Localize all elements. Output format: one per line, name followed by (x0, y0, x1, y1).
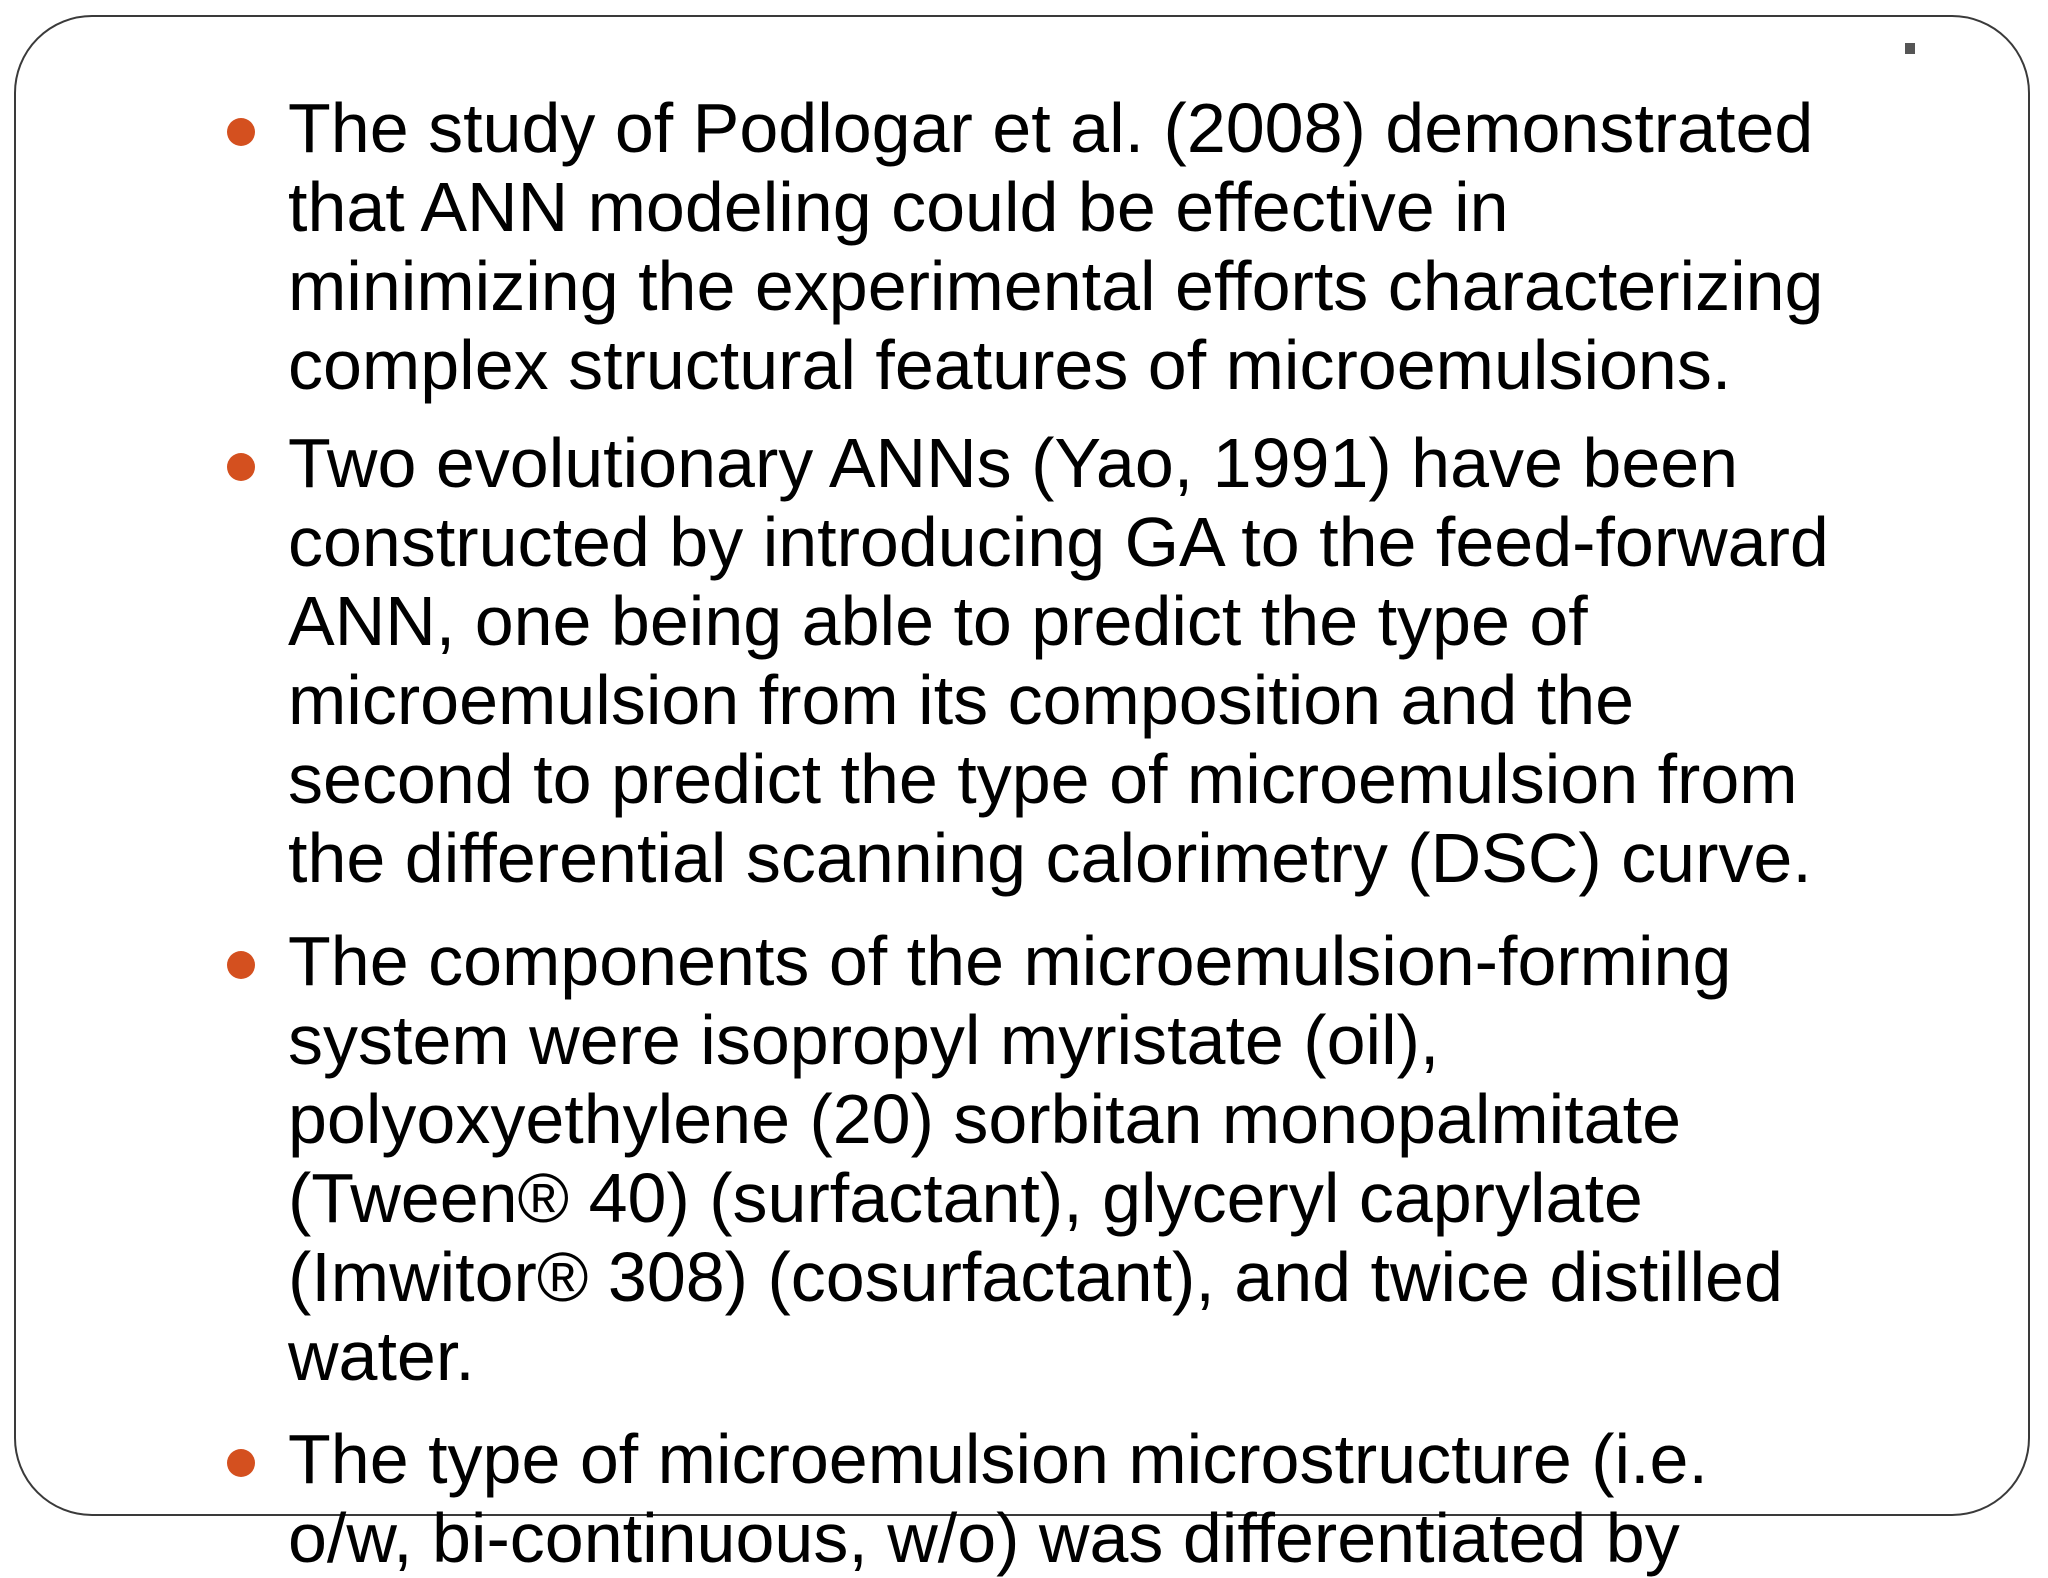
bullet-4-line-2: o/w, bi-continuous, w/o) was differentiated by (288, 1499, 1680, 1577)
bullet-3-line-2: system were isopropyl myristate (oil), (288, 1001, 1440, 1079)
bullet-3-line-5: (Imwitor® 308) (cosurfactant), and twice distilled (288, 1238, 1783, 1316)
bullet-1-line-4: complex structural features of microemulsions. (288, 326, 1732, 404)
bullet-4-line-1: The type of microemulsion microstructure (i.e. (288, 1420, 1708, 1498)
bullet-1-line-2: that ANN modeling could be effective in (288, 168, 1509, 246)
bullet-2-line-6: the differential scanning calorimetry (DSC) curve. (288, 819, 1812, 897)
bullet-3-line-4: (Tween® 40) (surfactant), glyceryl caprylate (288, 1159, 1643, 1237)
bullet-1-line-1: The study of Podlogar et al. (2008) demonstrated (288, 89, 1814, 167)
bullet-2-line-5: second to predict the type of microemulsion from (288, 740, 1798, 818)
bullet-2-line-2: constructed by introducing GA to the feed-forward (288, 503, 1829, 581)
bullet-1-line-3: minimizing the experimental efforts characterizing (288, 247, 1824, 325)
bullet-marker-3 (227, 951, 255, 979)
bullet-3-line-3: polyoxyethylene (20) sorbitan monopalmitate (288, 1080, 1681, 1158)
bullet-marker-1 (227, 118, 255, 146)
bullet-2-line-4: microemulsion from its composition and the (288, 661, 1635, 739)
bullet-3-line-1: The components of the microemulsion-forming (288, 922, 1732, 1000)
bullet-marker-2 (227, 453, 255, 481)
bullet-2-line-1: Two evolutionary ANNs (Yao, 1991) have been (288, 424, 1739, 502)
bullet-3-line-6: water. (288, 1317, 475, 1395)
bullet-2-line-3: ANN, one being able to predict the type of (288, 582, 1588, 660)
bullet-marker-4 (227, 1449, 255, 1477)
